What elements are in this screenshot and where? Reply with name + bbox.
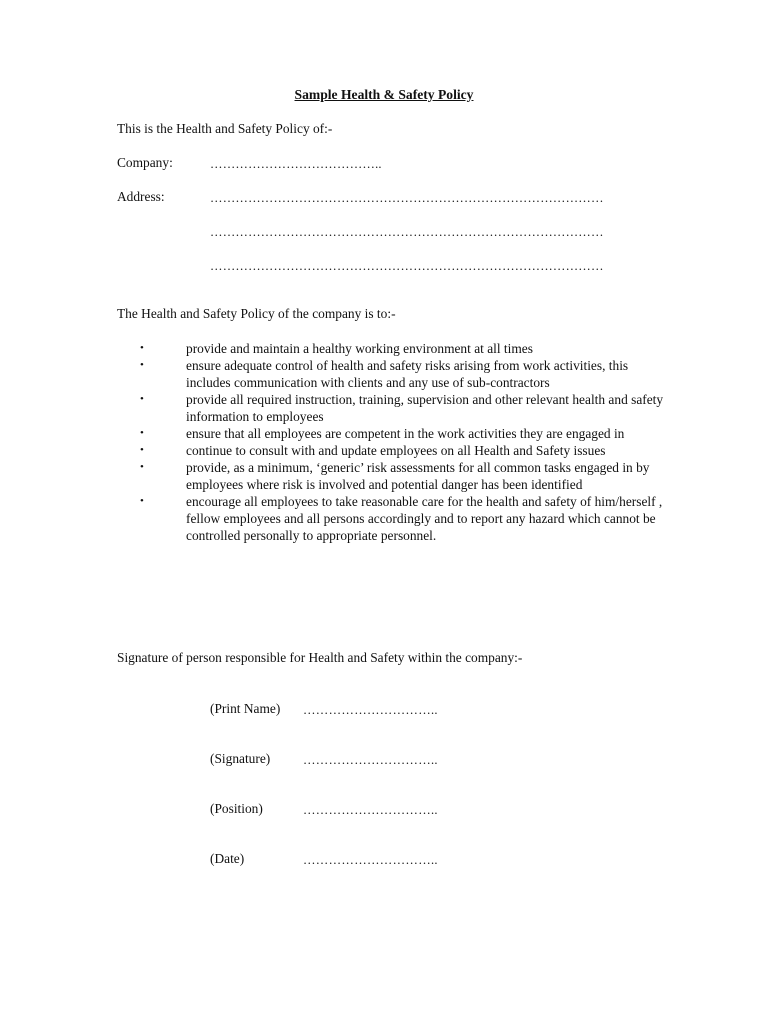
list-item (117, 459, 677, 493)
list-item-text: ensure adequate control of health and safety risks arising from work activities, this includes communication with clients and any use of sub-contractors (186, 358, 629, 390)
list-item-text: provide, as a minimum, ‘generic’ risk assessments for all common tasks engaged in by employees where risk is involved and potential danger has been identified (186, 460, 650, 492)
policy-list (117, 340, 677, 544)
date-label: (Date) (210, 851, 245, 866)
signature-intro: Signature of person responsible for Health and Safety within the company:- (117, 650, 523, 665)
company-field[interactable]: ………………………………….. (210, 157, 382, 171)
bullet-icon: • (140, 495, 144, 507)
policy-intro: The Health and Safety Policy of the company is to:- (117, 306, 396, 321)
list-item (117, 357, 677, 391)
print-name-field[interactable]: ………………………….. (303, 703, 438, 717)
bullet-icon: • (140, 444, 144, 456)
list-item-text: continue to consult with and update employees on all Health and Safety issues (186, 443, 606, 458)
position-field[interactable]: ………………………….. (303, 803, 438, 817)
address-field-line-2[interactable]: ………………………………………………………………………………… (210, 225, 604, 239)
list-item (117, 493, 677, 544)
list-item-text: provide and maintain a healthy working environment at all times (186, 341, 533, 356)
signature-label: (Signature) (210, 751, 271, 766)
signature-field[interactable]: ………………………….. (303, 753, 438, 767)
address-field-line-3[interactable]: ………………………………………………………………………………… (210, 259, 604, 273)
list-item (117, 340, 677, 357)
list-item (117, 425, 677, 442)
bullet-icon: • (140, 342, 144, 354)
print-name-label: (Print Name) (210, 701, 281, 716)
bullet-icon: • (140, 427, 144, 439)
list-item (117, 391, 677, 425)
company-label: Company: (117, 155, 173, 170)
list-item-text: encourage all employees to take reasonable care for the health and safety of him/herself , fellow employees and all persons accordingly and to report any hazard which cannot be controlled personally to appropriate personnel. (186, 494, 663, 543)
position-label: (Position) (210, 801, 263, 816)
list-item-text: provide all required instruction, training, supervision and other relevant health and safety information to employees (186, 392, 664, 424)
bullet-icon: • (140, 461, 144, 473)
address-field-line-1[interactable]: ………………………………………………………………………………… (210, 191, 604, 205)
page-title: Sample Health & Safety Policy (294, 87, 474, 102)
date-field[interactable]: ………………………….. (303, 853, 438, 867)
bullet-icon: • (140, 359, 144, 371)
bullet-icon: • (140, 393, 144, 405)
list-item-text: ensure that all employees are competent in the work activities they are engaged in (186, 426, 625, 441)
address-label: Address: (117, 189, 165, 204)
intro-text: This is the Health and Safety Policy of:- (117, 121, 333, 136)
list-item (117, 442, 677, 459)
